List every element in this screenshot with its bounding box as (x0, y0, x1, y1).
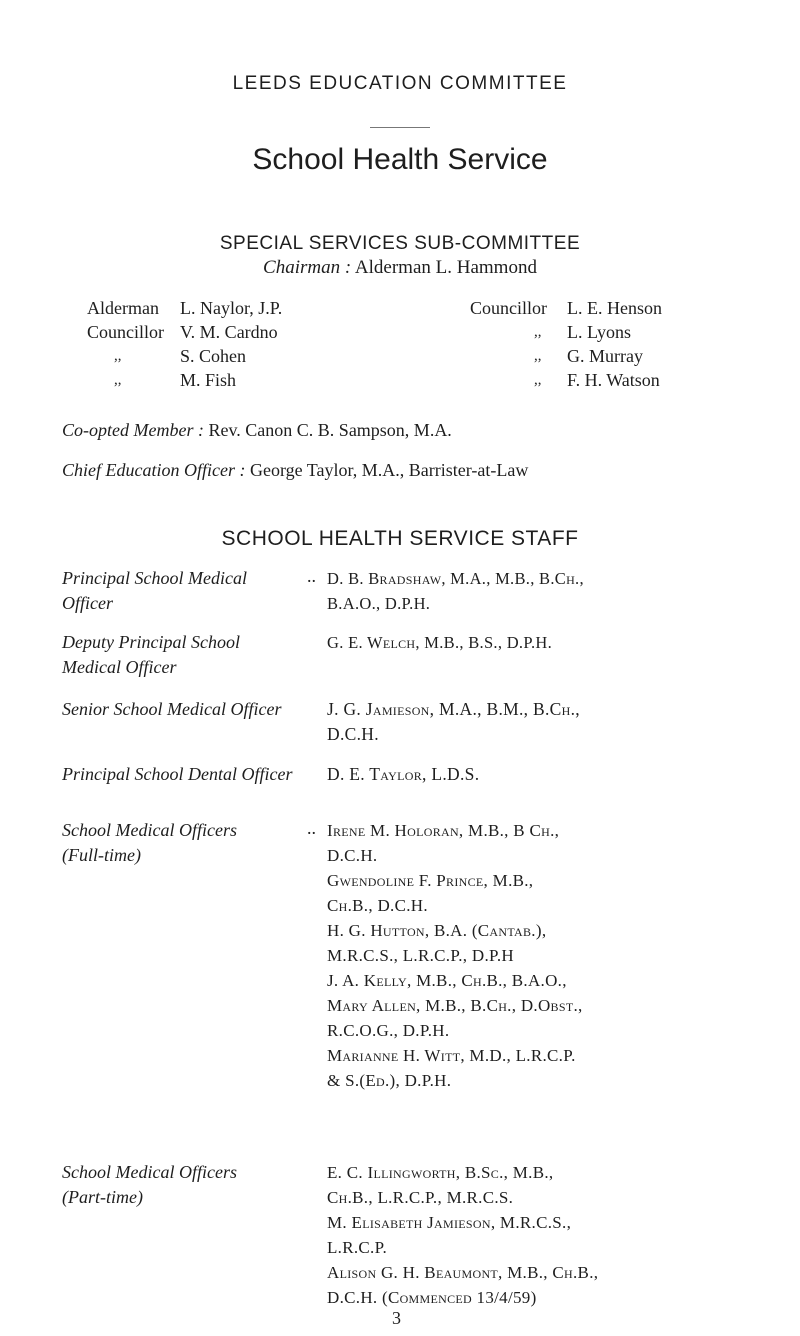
ceo-line (62, 460, 528, 481)
ditto-mark: ,, (114, 348, 122, 364)
staff-names (327, 1160, 777, 1310)
staff-role-line: (Full-time) (62, 845, 141, 865)
staff-name-line: Mary Allen, M.B., B.Ch., D.Obst., (327, 996, 583, 1015)
subcommittee-heading: SPECIAL SERVICES SUB-COMMITTEE (219, 233, 581, 254)
staff-heading: SCHOOL HEALTH SERVICE STAFF (221, 527, 579, 550)
staff-name-line: J. A. Kelly, M.B., Ch.B., B.A.O., (327, 971, 567, 990)
chairman-name: Alderman L. Hammond (354, 257, 537, 278)
page-number: 3 (392, 1308, 401, 1328)
staff-name-line: D.C.H. (Commenced 13/4/59) (327, 1288, 537, 1307)
staff-names (327, 697, 777, 747)
member-name: L. E. Henson (567, 298, 662, 318)
staff-name-line: H. G. Hutton, B.A. (Cantab.), (327, 921, 547, 940)
ceo-name: George Taylor, M.A., Barrister-at-Law (249, 460, 529, 480)
staff-name-line: Ch.B., L.R.C.P., M.R.C.S. (327, 1188, 514, 1207)
leader-dots: .. (307, 566, 316, 586)
staff-name-line: E. C. Illingworth, B.Sc., M.B., (327, 1163, 554, 1182)
staff-role-line: Principal School Dental Officer (62, 764, 293, 784)
staff-role-line: School Medical Officers (62, 1162, 237, 1182)
coopted-name: Rev. Canon C. B. Sampson, M.A. (208, 420, 452, 440)
staff-name-line: R.C.O.G., D.P.H. (327, 1021, 450, 1040)
staff-names (327, 762, 777, 787)
staff-role-line: School Medical Officers (62, 820, 237, 840)
member-name: F. H. Watson (567, 370, 660, 390)
committee-heading: LEEDS EDUCATION COMMITTEE (232, 73, 568, 94)
staff-role (62, 566, 322, 616)
staff-role-line: Officer (62, 593, 113, 613)
staff-name-line: Marianne H. Witt, M.D., L.R.C.P. (327, 1046, 576, 1065)
staff-name-line: L.R.C.P. (327, 1238, 388, 1257)
staff-name-line: D. B. Bradshaw, M.A., M.B., B.Ch., (327, 569, 584, 588)
staff-name-line: J. G. Jamieson, M.A., B.M., B.Ch., (327, 699, 580, 719)
staff-role-line: Deputy Principal School (62, 632, 240, 652)
staff-role (62, 762, 342, 787)
staff-role (62, 630, 322, 680)
staff-name-line: Gwendoline F. Prince, M.B., (327, 871, 534, 890)
staff-name-line: Alison G. H. Beaumont, M.B., Ch.B., (327, 1263, 599, 1282)
staff-name-line: M.R.C.S., L.R.C.P., D.P.H (327, 946, 515, 965)
ditto-mark: ,, (534, 372, 542, 388)
header-divider (370, 127, 430, 128)
ceo-label: Chief Education Officer : (62, 460, 246, 480)
leader-dots: .. (307, 818, 316, 838)
staff-role (62, 818, 322, 868)
staff-names (327, 818, 777, 1093)
staff-role-line: (Part-time) (62, 1187, 143, 1207)
member-prefix: Councillor (470, 298, 547, 318)
member-name: M. Fish (180, 370, 237, 390)
member-name: V. M. Cardno (180, 322, 278, 342)
chairman-label: Chairman : (263, 257, 352, 278)
chairman-line (0, 257, 800, 279)
staff-role-line: Principal School Medical (62, 568, 247, 588)
staff-name-line: D. E. Taylor, L.D.S. (327, 764, 480, 784)
staff-name-line: M. Elisabeth Jamieson, M.R.C.S., (327, 1213, 572, 1232)
member-name: G. Murray (567, 346, 643, 366)
page-title: School Health Service (252, 143, 548, 176)
ditto-mark: ,, (534, 324, 542, 340)
staff-role (62, 1160, 322, 1210)
ditto-mark: ,, (534, 348, 542, 364)
staff-name-line: & S.(Ed.), D.P.H. (327, 1071, 452, 1090)
member-name: S. Cohen (180, 346, 247, 366)
staff-role (62, 697, 342, 722)
staff-names (327, 630, 777, 655)
staff-name-line: D.C.H. (327, 846, 378, 865)
member-name: L. Lyons (567, 322, 632, 342)
member-prefix: Councillor (87, 322, 164, 342)
staff-role-line: Senior School Medical Officer (62, 699, 282, 719)
staff-names (327, 566, 777, 616)
member-name: L. Naylor, J.P. (180, 298, 283, 318)
staff-name-line: B.A.O., D.P.H. (327, 594, 431, 613)
staff-role-line: Medical Officer (62, 657, 177, 677)
staff-name-line: D.C.H. (327, 724, 379, 744)
coopted-label: Co-opted Member : (62, 420, 204, 440)
ditto-mark: ,, (114, 372, 122, 388)
member-prefix: Alderman (87, 298, 159, 318)
staff-name-line: Irene M. Holoran, M.B., B Ch., (327, 821, 560, 840)
staff-name-line: G. E. Welch, M.B., B.S., D.P.H. (327, 633, 553, 652)
coopted-line (62, 420, 452, 441)
staff-name-line: Ch.B., D.C.H. (327, 896, 428, 915)
